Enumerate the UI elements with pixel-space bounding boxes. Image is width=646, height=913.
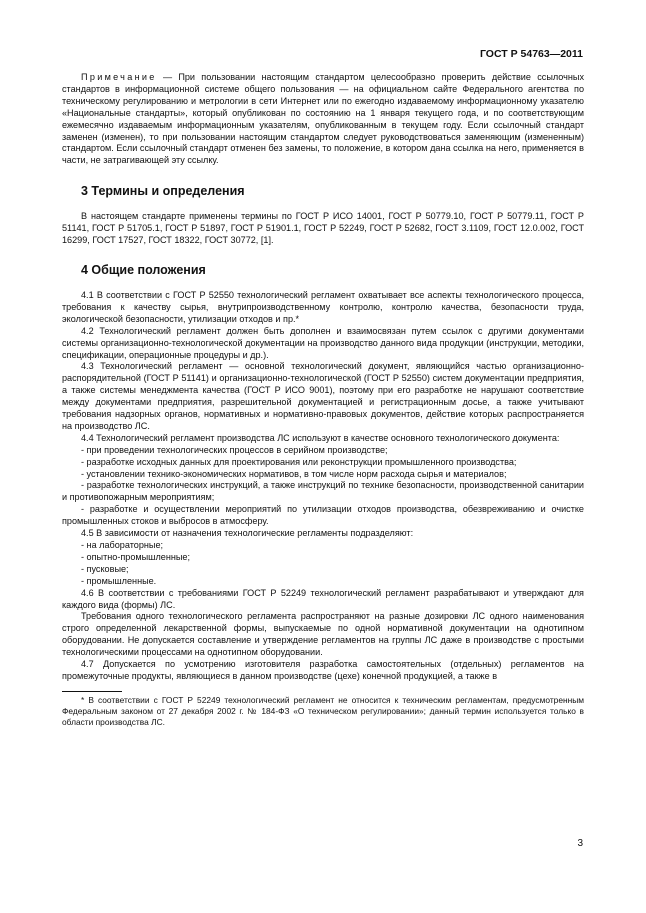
list-item: - разработке исходных данных для проектирования или реконструкции промышленного производства; (81, 456, 517, 467)
note-text: — При пользовании настоящим стандартом целесообразно проверить действие ссылочных стандартов в информационной системе общего пользования — на официальном сайте Федерального агентства по техническому регулированию и метрологии в сети Интернет или по ежегодно издаваемому информационному указателю «Национальные стандарты», который опубликован по состоянию на 1 января текущего года, и по соответствующим ежемесячно издаваемым информационным указателям, опубликованным в текущем году. Если ссылочный стандарт заменен (изменен), то при пользовании настоящим стандартом следует руководствоваться заменяющим (измененным) стандартом. Если ссылочный стандарт отменен без замены, то положение, в котором дана ссылка на него, применяется в части, не затрагивающей эту ссылку. (62, 72, 584, 166)
list-item: - пусковые; (81, 563, 129, 574)
paragraph-4-7: 4.7 Допускается по усмотрению изготовителя разработка самостоятельных (отдельных) регламентов на промежуточные продукты, являющиеся в данном производстве (цехе) конечной продукцией, а также в (62, 659, 584, 681)
note-label: Примечание (81, 72, 157, 82)
note-paragraph (62, 72, 584, 167)
list-item: - промышленные. (81, 575, 157, 586)
section-4-title: 4 Общие положения (81, 262, 206, 277)
footnote: * В соответствии с ГОСТ Р 52249 технологический регламент не относится к техническим регламентам, предусмотренным Федеральным законом от 27 декабря 2002 г. № 184-ФЗ «О техническом регулировании»; данный термин используется только в области производства ЛС. (62, 694, 584, 727)
standard-header: ГОСТ Р 54763—2011 (479, 48, 583, 60)
paragraph-requirements: Требования одного технологического регламента распространяют на разные дозировки ЛС одного наименования строго определенной лекарственной формы, выпускаемые по одной нормативной документации на однотипном оборудовании. Не допускается составление и утверждение регламентов на группы ЛС даже в производстве с простыми технологическими процессами на однотипном оборудовании. (62, 611, 584, 658)
list-item: - опытно-промышленные; (81, 551, 190, 562)
footnote-divider (62, 691, 122, 692)
paragraph-4-1: 4.1 В соответствии с ГОСТ Р 52550 технологический регламент охватывает все аспекты технологического процесса, требования к качеству сырья, внутрипроизводственному контролю, контролю качества, безопасности труда, экологической безопасности, утилизации отходов и пр.* (62, 289, 584, 324)
paragraph-4-3: 4.3 Технологический регламент — основной технологический документ, являющийся частью организационно-распорядительной (ГОСТ Р 51141) и организационно-технологической (ГОСТ Р 52550) систем документации предприятия, а также системы менеджмента качества (ГОСТ Р ИСО 9001), поэтому при его разработке не нарушают соответствие между документами предприятия, разрешительной документацией и регистрационным досье, а также учитывают требования надзорных органов, нормативных и нормативно-правовых документов, действие которых распространяется на производство ЛС. (62, 361, 584, 431)
list-item: - на лабораторные; (81, 540, 164, 550)
section-3-title: 3 Термины и определения (81, 184, 245, 199)
page-content (62, 72, 584, 728)
paragraph-4-6: 4.6 В соответствии с требованиями ГОСТ Р 52249 технологический регламент разрабатывают и утверждают для каждого вида (формы) ЛС. (62, 587, 584, 610)
list-item: - разработке и осуществлении мероприятий по утилизации отходов производства, обезвреживанию и очистке промышленных стоков и выбросов в атмосферу. (62, 504, 584, 527)
paragraph-4-4: 4.4 Технологический регламент производства ЛС используют в качестве основного технологического документа: (81, 432, 560, 443)
list-item: - разработке технологических инструкций, а также инструкций по технике безопасности, производственной санитарии и противопожарным мероприятиям; (62, 480, 584, 503)
paragraph-4-5: 4.5 В зависимости от назначения технологические регламенты подразделяют: (81, 528, 414, 539)
paragraph-4-2: 4.2 Технологический регламент должен быть дополнен и взаимосвязан путем ссылок с другими документами системы организационно-технологической документации на производство данного вида продукции (инструкции, методики, спецификации, операционные процедуры и др.). (62, 325, 584, 360)
page-number: 3 (577, 838, 583, 849)
list-item: - при проведении технологических процессов в серийном производстве; (81, 444, 388, 455)
list-item: - установлении технико-экономических нормативов, в том числе норм расхода сырья и материалов; (81, 468, 507, 479)
section-3-text: В настоящем стандарте применены термины по ГОСТ Р ИСО 14001, ГОСТ Р 50779.10, ГОСТ Р 50779.11, ГОСТ Р 51141, ГОСТ Р 51705.1, ГОСТ Р 51897, ГОСТ Р 51901.1, ГОСТ Р 52249, ГОСТ Р 52682, ГОСТ 3.1109, ГОСТ 12.0.002, ГОСТ 16299, ГОСТ 17527, ГОСТ 18322, ГОСТ 30772, [1]. (62, 211, 584, 246)
